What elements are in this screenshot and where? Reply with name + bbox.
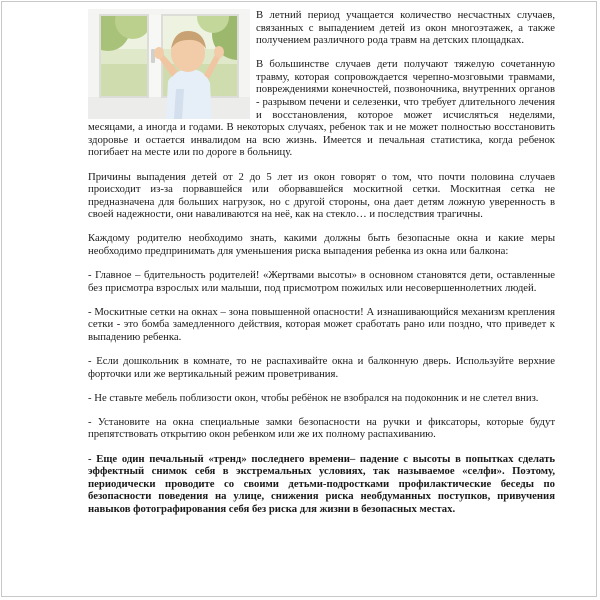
paragraph-safety-locks: - Установите на окна специальные замки безопасности на ручки и фиксаторы, которые будут препятствовать открытию окон ребенком или же их полному распахиванию. (88, 415, 555, 441)
child-at-window-photo (88, 9, 250, 119)
document-body (88, 9, 555, 527)
paragraph-vigilance: - Главное – бдительность родителей! «Жертвами высоты» в основном становятся дети, оставленные без присмотра взрослых или малыши, под присмотром пожилых или несовершеннолетних людей. (88, 269, 555, 294)
paragraph-preschooler: - Если дошкольник в комнате, то не распахивайте окна и балконную дверь. Используйте верхние форточки или же вертикальный режим проветривания. (88, 355, 555, 380)
paragraph-intro: В летний период учащается количество несчастных случаев, связанных с выпадением детей из окон многоэтажек, а также получением различного рода травм на детских площадках. (256, 9, 555, 47)
paragraph-mosquito-nets: - Москитные сетки на окнах – зона повышенной опасности! А изнашивающийся механизм крепления сетки - это бомба замедленного действия, которая может сработать рано или поздно, что приведет к выпадению ребенка. (88, 305, 555, 343)
paragraph-furniture: - Не ставьте мебель поблизости окон, чтобы ребёнок не взобрался на подоконник и не слетел вниз. (88, 391, 539, 404)
paragraph-causes: Причины выпадения детей от 2 до 5 лет из окон говорят о том, что почти половина случаев происходит из-за порвавшейся или оборвавшейся москитной сетки. Москитная сетка не предназначена для больших нагрузок, но с другой стороны, она дает детям ложную уверенность в своей надежности, они наваливаются на неё, как на стекло… и последствия трагичны. (88, 170, 555, 221)
paragraph-selfie-warning: - Еще один печальный «тренд» последнего времени– падение с высоты в попытках сделать эффектный снимок себя в экстремальных условиях, так называемое «селфи». Поэтому, периодически проводите со своими детьми-подростками профилактические беседы по безопасности поведения на улице, снижения риска необдуманных поступков, привучения навыков фотографирования себя без риска для жизни в безопасных местах. (88, 452, 555, 515)
paragraph-parents-advice: Каждому родителю необходимо знать, какими должны быть безопасные окна и какие меры необходимо предпринимать для уменьшения риска выпадения ребенка из окна или балкона: (88, 232, 555, 257)
paragraph-injuries: В большинстве случаев дети получают тяжелую сочетанную травму, которая сопровождается черепно-мозговыми травмами, повреждениями конечностей, позвоночника, внутренних органов - разрывом печени и селезенки, что требует длительного лечения и восстановления, которое может исчисляться неделями, месяцами, а иногда и годами. В некоторых случаях, ребенок так и не может полностью восстановить здоровье и остается инвалидом на всю жизнь. Имеется и печальная статистика, когда ребенок погибает на месте или по дороге в больницу. (88, 58, 555, 159)
document-page (1, 1, 597, 597)
